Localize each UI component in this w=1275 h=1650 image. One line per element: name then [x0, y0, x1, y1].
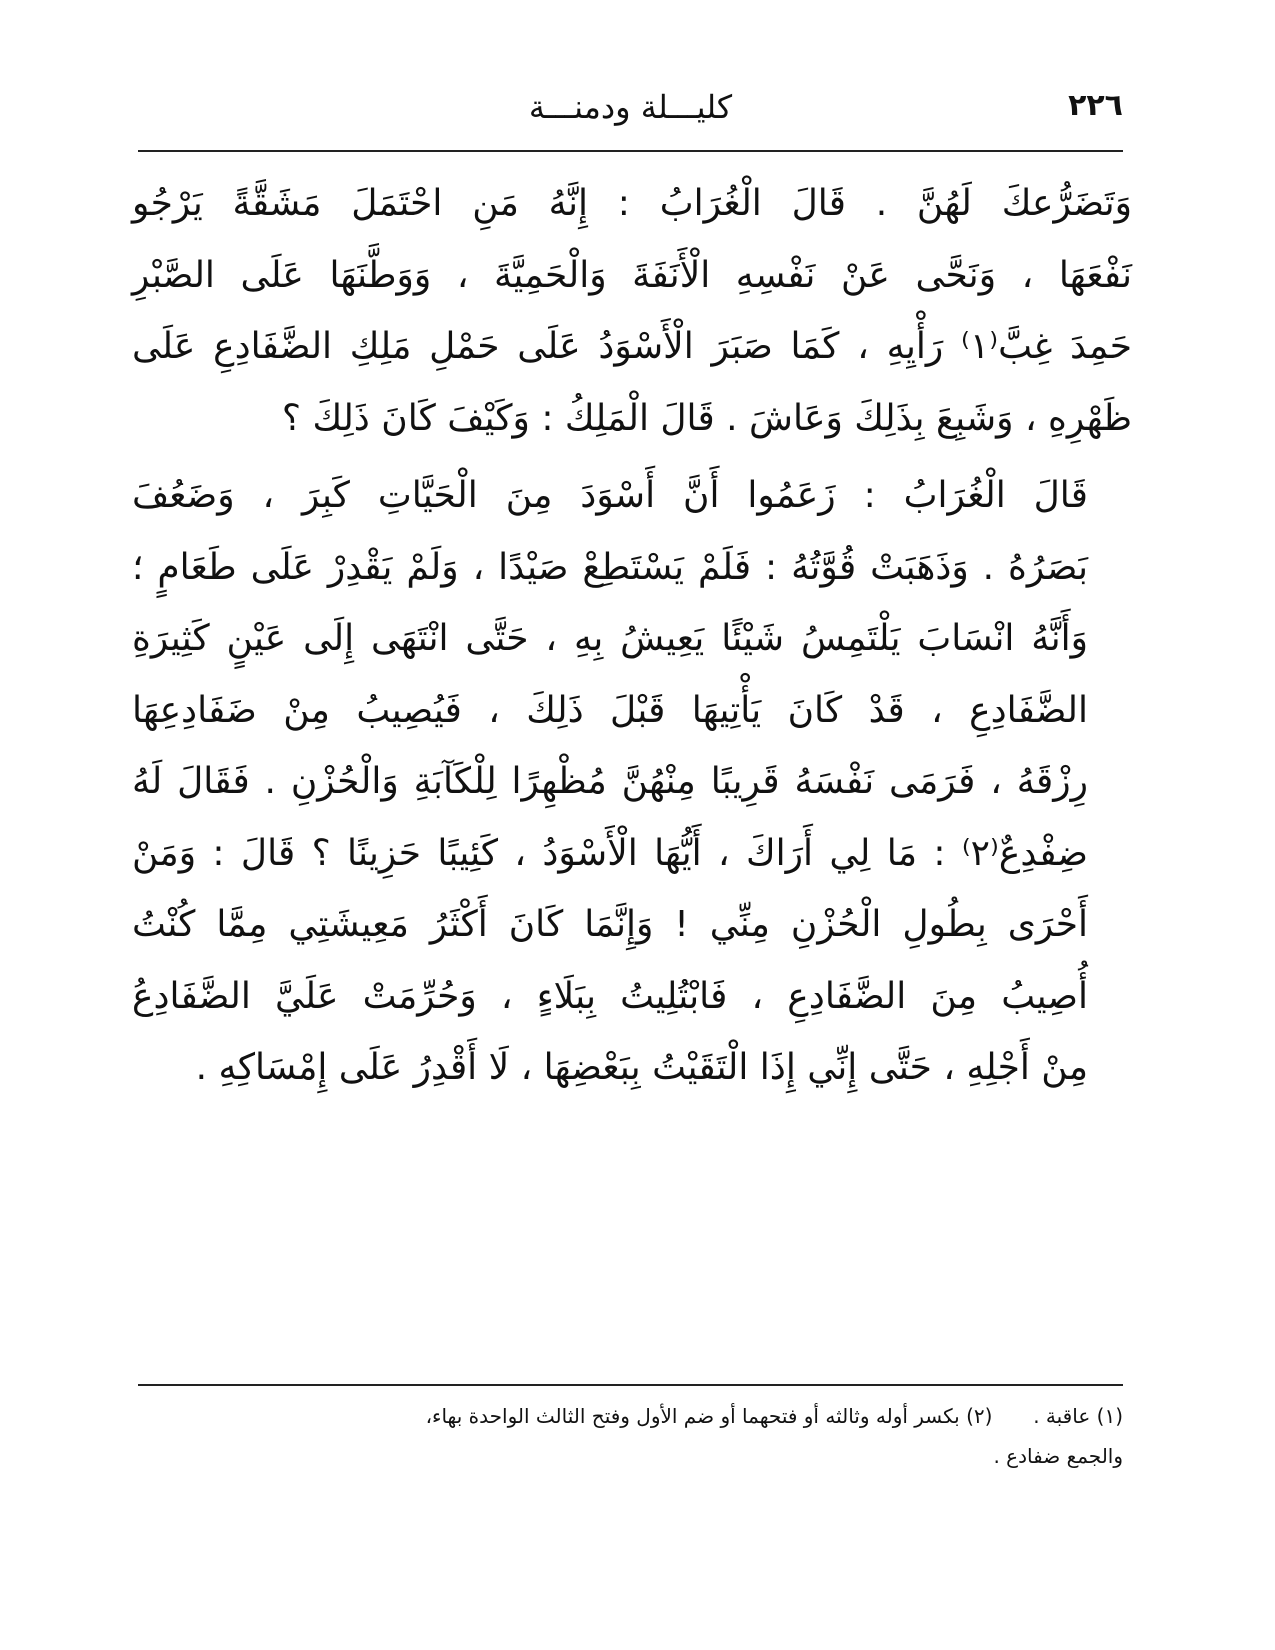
page-number: ٢٢٦ — [1068, 88, 1123, 123]
footnote-2: (٢) بكسر أوله وثالثه أو فتحهما أو ضم الأول وفتح الثالث الواحدة بهاء، — [425, 1404, 993, 1428]
header-divider — [138, 150, 1123, 152]
text-line: ضِفْدِعٌ⁽٢⁾ : مَا لِي أَرَاكَ ، أَيُّهَا الْأَسْوَدُ ، كَئِيبًا حَزِينًا ؟ قَالَ : وَمَنْ — [132, 832, 1088, 874]
footnotes — [138, 1396, 1123, 1476]
running-head — [138, 88, 1123, 144]
text-line: قَالَ الْغُرَابُ : زَعَمُوا أَنَّ أَسْوَدَ مِنَ الْحَيَّاتِ كَبِرَ ، وَضَعُفَ — [132, 475, 1088, 516]
main-text — [132, 168, 1132, 1318]
paragraph-2 — [132, 460, 1132, 1104]
text-line: أُصِيبُ مِنَ الضَّفَادِعِ ، فَابْتُلِيتُ بِبَلَاءٍ ، وَحُرِّمَتْ عَلَيَّ الضَّفَادِعُ — [132, 975, 1088, 1017]
text-line: رِزْقَهُ ، فَرَمَى نَفْسَهُ قَرِيبًا مِنْهُنَّ مُظْهِرًا لِلْكَآبَةِ وَالْحُزْنِ . فَقَالَ لَهُ — [132, 761, 1088, 802]
text-line: مِنْ أَجْلِهِ ، حَتَّى إِنِّي إِذَا الْتَقَيْتُ بِبَعْضِهَا ، لَا أَقْدِرُ عَلَى إِمْسَاكِهِ . — [195, 1047, 1088, 1088]
text-line: نَفْعَهَا ، وَنَحَّى عَنْ نَفْسِهِ الْأَنَفَةَ وَالْحَمِيَّةَ ، وَوَطَّنَهَا عَلَى الصَّبْرِ — [132, 254, 1132, 296]
text-line: بَصَرُهُ . وَذَهَبَتْ قُوَّتُهُ : فَلَمْ يَسْتَطِعْ صَيْدًا ، وَلَمْ يَقْدِرْ عَلَى طَعَامٍ ؛ — [132, 546, 1088, 588]
text-line: وَأَنَّهُ انْسَابَ يَلْتَمِسُ شَيْئًا يَعِيشُ بِهِ ، حَتَّى انْتَهَى إِلَى عَيْنٍ كَثِيرَةِ — [132, 618, 1088, 659]
footnote-divider — [138, 1384, 1123, 1386]
footnote-2-continued: والجمع ضفادع . — [993, 1444, 1123, 1468]
text-line: وَتَضَرُّعكَ لَهُنَّ . قَالَ الْغُرَابُ : إِنَّهُ مَنِ احْتَمَلَ مَشَقَّةً يَرْجُو — [132, 183, 1132, 224]
footnote-1: (١) عاقبة . — [1033, 1404, 1123, 1428]
footnote-line — [138, 1396, 1123, 1436]
text-line: حَمِدَ غِبَّ⁽١⁾ رَأْيِهِ ، كَمَا صَبَرَ الْأَسْوَدُ عَلَى حَمْلِ مَلِكِ الضَّفَادِعِ عَلَى — [132, 326, 1132, 367]
book-title: كليـــلة ودمنـــة — [528, 88, 733, 126]
text-line: ظَهْرِهِ ، وَشَبِعَ بِذَلِكَ وَعَاشَ . قَالَ الْمَلِكُ : وَكَيْفَ كَانَ ذَلِكَ ؟ — [281, 397, 1132, 439]
text-line: الضَّفَادِعِ ، قَدْ كَانَ يَأْتِيهَا قَبْلَ ذَلِكَ ، فَيُصِيبُ مِنْ ضَفَادِعِهَا — [132, 689, 1088, 731]
text-line: أَحْرَى بِطُولِ الْحُزْنِ مِنِّي ! وَإِنَّمَا كَانَ أَكْثَرُ مَعِيشَتِي مِمَّا كُنْتُ — [132, 904, 1088, 945]
paragraph-1 — [132, 168, 1132, 454]
